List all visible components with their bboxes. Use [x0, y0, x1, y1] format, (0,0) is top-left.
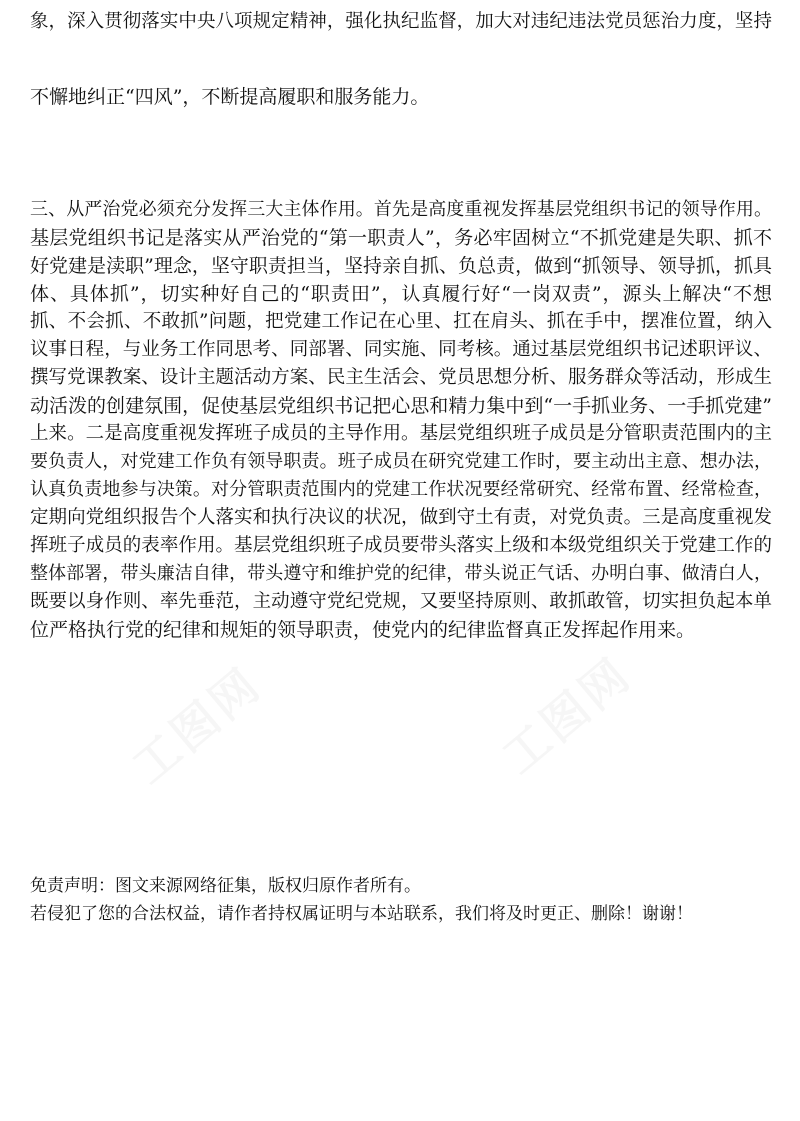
section3-line-2: 基层党组织书记是落实从严治党的“第一职责人”，务必牢固树立“不抓党建是失职、抓不: [30, 227, 772, 249]
section3-line-1: 三、从严治党必须充分发挥三大主体作用。首先是高度重视发挥基层党组织书记的领导作用。: [30, 199, 772, 220]
section3-line-14: 整体部署，带头廉洁自律，带头遵守和维护党的纪律，带头说正气话、办明白事、做清白人，: [30, 563, 772, 584]
disclaimer-line-1: 免责声明：图文来源网络征集，版权归原作者所有。: [30, 876, 421, 896]
section3-line-10: 要负责人，对党建工作负有领导职责。班子成员在研究党建工作时，要主动出主意、想办法，: [30, 451, 772, 472]
section3-line-6: 议事日程，与业务工作同思考、同部署、同实施、同考核。通过基层党组织书记述职评议、: [30, 339, 772, 360]
section3-line-3: 好党建是渎职”理念，坚守职责担当，坚持亲自抓、负总责，做到“抓领导、领导抓，抓具: [30, 255, 772, 277]
section3-line-4: 体、具体抓”，切实种好自己的“职责田”，认真履行好“一岗双责”，源头上解决“不想: [30, 283, 772, 305]
section3-line-9: 上来。二是高度重视发挥班子成员的主导作用。基层党组织班子成员是分管职责范围内的主: [30, 423, 772, 444]
section3-line-7: 撰写党课教案、设计主题活动方案、民主生活会、党员思想分析、服务群众等活动，形成生: [30, 367, 772, 388]
watermark-right: [486, 640, 643, 787]
section3-line-13: 挥班子成员的表率作用。基层党组织班子成员要带头落实上级和本级党组织关于党建工作的: [30, 535, 772, 556]
intro-line-1: 象，深入贯彻落实中央八项规定精神，强化执纪监督，加大对违纪违法党员惩治力度，坚持: [30, 11, 772, 32]
intro-line-2: 不懈地纠正“四风”，不断提高履职和服务能力。: [30, 86, 430, 108]
section3-line-8: 动活泼的创建氛围，促使基层党组织书记把心思和精力集中到“一手抓业务、一手抓党建”: [30, 395, 772, 417]
section3-line-16: 位严格执行党的纪律和规矩的领导职责，使党内的纪律监督真正发挥起作用来。: [30, 619, 696, 641]
watermark-left: [116, 650, 273, 797]
section3-line-12: 定期向党组织报告个人落实和执行决议的状况，做到守土有责，对党负责。三是高度重视发: [30, 507, 772, 528]
section3-line-5: 抓、不会抓、不敢抓”问题，把党建工作记在心里、扛在肩头、抓在手中，摆准位置，纳入: [30, 311, 772, 332]
disclaimer-line-2: 若侵犯了您的合法权益，请作者持权属证明与本站联系，我们将及时更正、删除！谢谢！: [30, 904, 693, 924]
section3-line-15: 既要以身作则、率先垂范，主动遵守党纪党规，又要坚持原则、敢抓敢管，切实担负起本单: [30, 591, 772, 612]
section3-line-11: 认真负责地参与决策。对分管职责范围内的党建工作状况要经常研究、经常布置、经常检查，: [30, 479, 772, 500]
